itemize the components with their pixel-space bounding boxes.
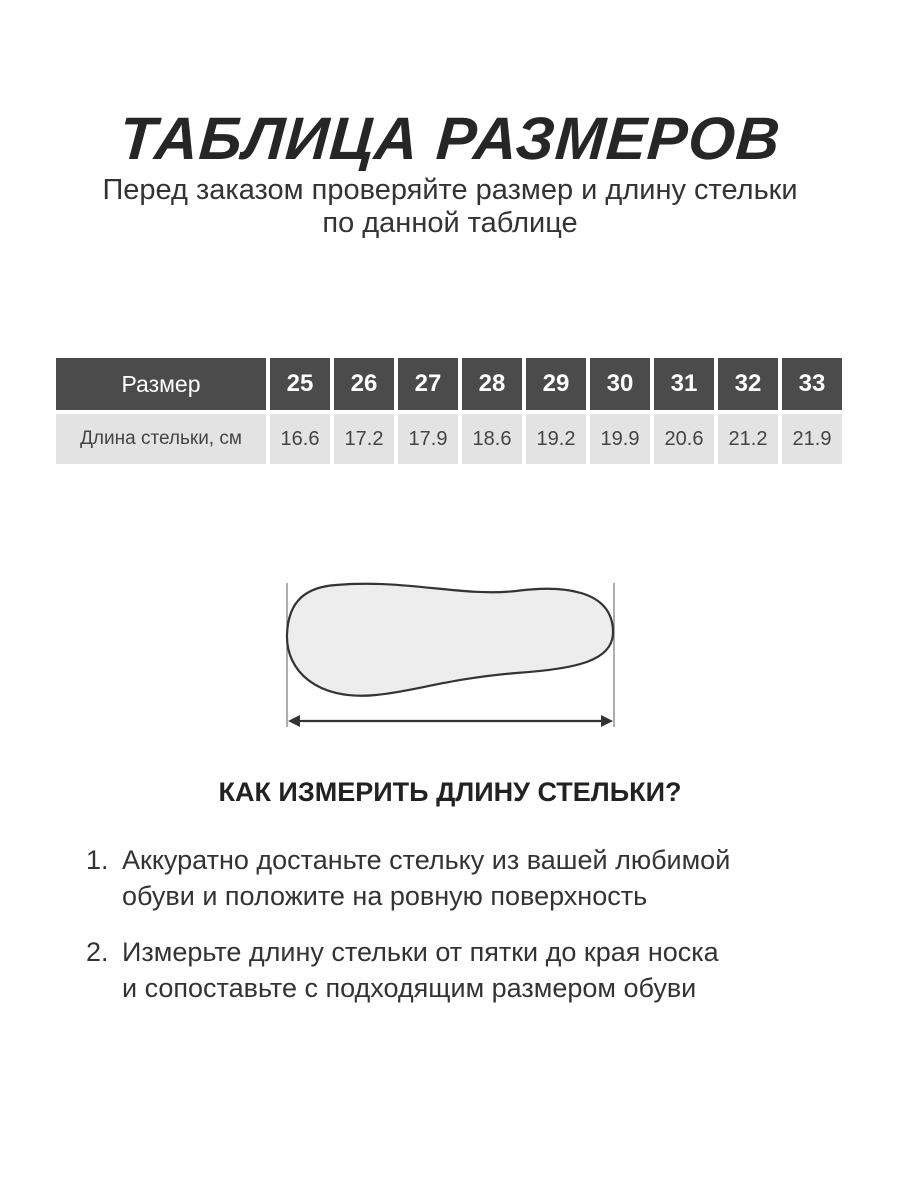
insole-measure-icon (276, 575, 626, 735)
size-cell: 29 (526, 358, 586, 410)
size-cell: 28 (462, 358, 522, 410)
page-subtitle (0, 174, 900, 240)
size-row-label: Размер (56, 358, 266, 410)
step-text (122, 934, 846, 1006)
subtitle-line: Перед заказом проверяйте размер и длину стельки (102, 174, 798, 206)
instruction-step (86, 842, 846, 914)
length-cell: 16.6 (270, 414, 330, 464)
length-cell: 17.2 (334, 414, 394, 464)
page-title: ТАБЛИЦА РАЗМЕРОВ (117, 105, 783, 172)
step-number: 1. (86, 845, 109, 875)
size-row (56, 358, 842, 410)
length-cell: 17.9 (398, 414, 458, 464)
length-cell: 19.2 (526, 414, 586, 464)
length-cell: 18.6 (462, 414, 522, 464)
size-table (52, 354, 846, 468)
insole-outline (287, 584, 613, 696)
step-text-line: Измерьте длину стельки от пятки до края носка (122, 937, 719, 967)
size-cell: 26 (334, 358, 394, 410)
size-cell: 25 (270, 358, 330, 410)
step-number: 2. (86, 937, 109, 967)
instructions-title: КАК ИЗМЕРИТЬ ДЛИНУ СТЕЛЬКИ? (218, 777, 682, 807)
size-cell: 33 (782, 358, 842, 410)
length-row-label: Длина стельки, см (56, 414, 266, 464)
length-cell: 21.9 (782, 414, 842, 464)
length-cell: 21.2 (718, 414, 778, 464)
arrow-right-head (601, 715, 613, 727)
step-text-line: обуви и положите на ровную поверхность (122, 881, 648, 911)
step-text (122, 842, 846, 914)
length-cell: 19.9 (590, 414, 650, 464)
step-text-line: Аккуратно достаньте стельку из вашей любимой (122, 845, 731, 875)
arrow-left-head (288, 715, 300, 727)
instructions-list (86, 842, 846, 1026)
size-cell: 31 (654, 358, 714, 410)
size-cell: 30 (590, 358, 650, 410)
length-cell: 20.6 (654, 414, 714, 464)
size-cell: 32 (718, 358, 778, 410)
length-row (56, 414, 842, 464)
subtitle-line: по данной таблице (322, 207, 578, 239)
instruction-step (86, 934, 846, 1006)
size-cell: 27 (398, 358, 458, 410)
step-text-line: и сопоставьте с подходящим размером обуви (122, 973, 697, 1003)
